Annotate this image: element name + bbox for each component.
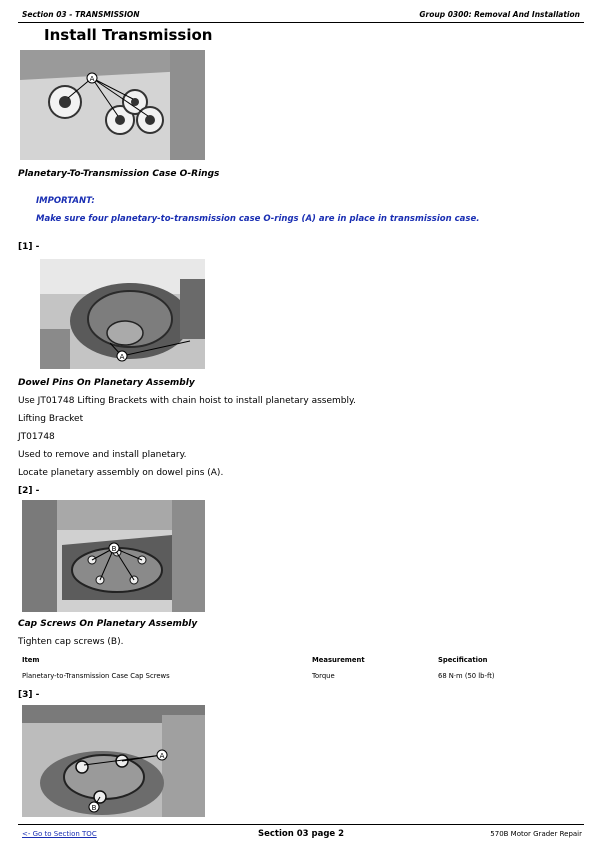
table-header-measurement: Measurement bbox=[312, 656, 365, 664]
figure-planetary-gears bbox=[22, 705, 205, 817]
callout-a: A bbox=[159, 752, 165, 760]
header-group: Group 0300: Removal And Installation bbox=[419, 10, 580, 19]
table-cell-specification: 68 N·m (50 lb-ft) bbox=[438, 672, 495, 680]
step-number: [2] - bbox=[18, 486, 40, 496]
important-text: Make sure four planetary-to-transmission case O-rings (A) are in place in transmission case. bbox=[36, 214, 480, 224]
step-number: [1] - bbox=[18, 242, 40, 252]
step-number: [3] - bbox=[18, 690, 40, 700]
callout-b: B bbox=[111, 545, 117, 553]
figure-cap-screws bbox=[22, 500, 205, 612]
instruction-text: Locate planetary assembly on dowel pins (A). bbox=[18, 468, 224, 478]
callout-b: B bbox=[91, 804, 97, 812]
table-cell-item: Planetary-to-Transmission Case Cap Screws bbox=[22, 672, 170, 680]
header-section: Section 03 - TRANSMISSION bbox=[22, 10, 140, 19]
page-title: Install Transmission bbox=[44, 26, 213, 44]
manual-title: 570B Motor Grader Repair bbox=[490, 830, 582, 838]
figure-o-rings bbox=[20, 50, 205, 160]
table-header-specification: Specification bbox=[438, 656, 488, 664]
figure-caption: Cap Screws On Planetary Assembly bbox=[18, 619, 198, 629]
table-header-item: Item bbox=[22, 656, 40, 664]
page-header bbox=[18, 6, 584, 23]
section-toc-link[interactable]: <- Go to Section TOC bbox=[22, 830, 97, 838]
table-cell-measurement: Torque bbox=[312, 672, 335, 680]
page-footer bbox=[18, 824, 584, 845]
figure-caption: Dowel Pins On Planetary Assembly bbox=[18, 378, 195, 388]
page-number: Section 03 page 2 bbox=[257, 829, 345, 839]
instruction-text: Tighten cap screws (B). bbox=[18, 637, 124, 647]
callout-a: A bbox=[119, 353, 125, 361]
figure-caption: Planetary-To-Transmission Case O-Rings bbox=[18, 169, 220, 179]
instruction-text: Use JT01748 Lifting Brackets with chain hoist to install planetary assembly. bbox=[18, 396, 356, 406]
tool-usage: Used to remove and install planetary. bbox=[18, 450, 187, 460]
tool-number: JT01748 bbox=[18, 432, 55, 442]
callout-a: A bbox=[89, 75, 95, 83]
important-label: IMPORTANT: bbox=[36, 196, 95, 206]
figure-dowel-pins bbox=[40, 259, 205, 369]
tool-name: Lifting Bracket bbox=[18, 414, 84, 424]
